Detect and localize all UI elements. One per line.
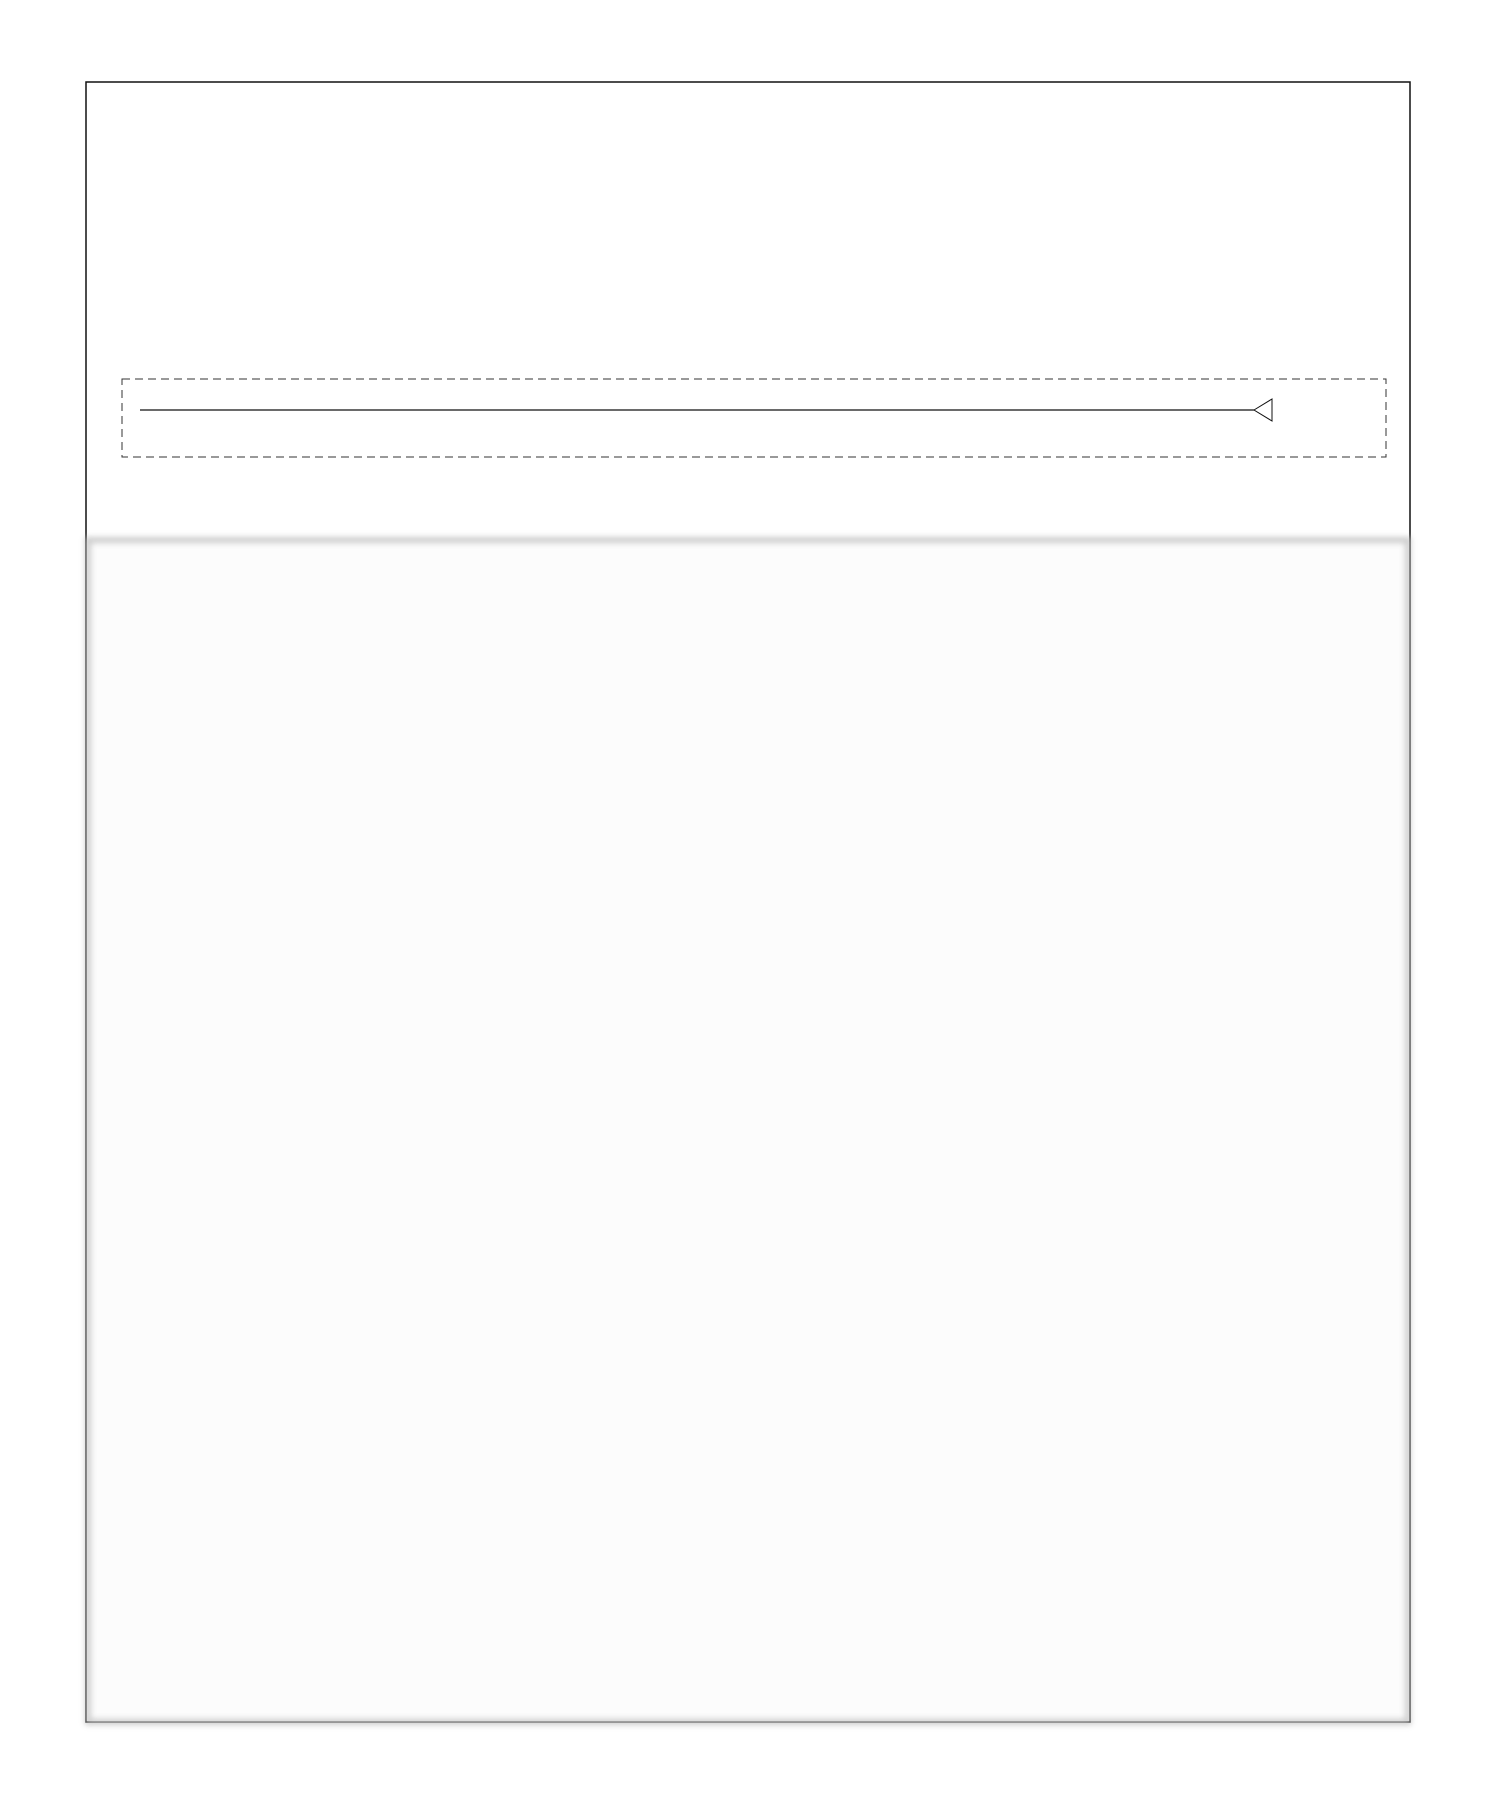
blurred-frame	[88, 540, 1408, 1722]
splice-box	[122, 379, 1386, 457]
source-marker-icon	[1254, 399, 1272, 421]
